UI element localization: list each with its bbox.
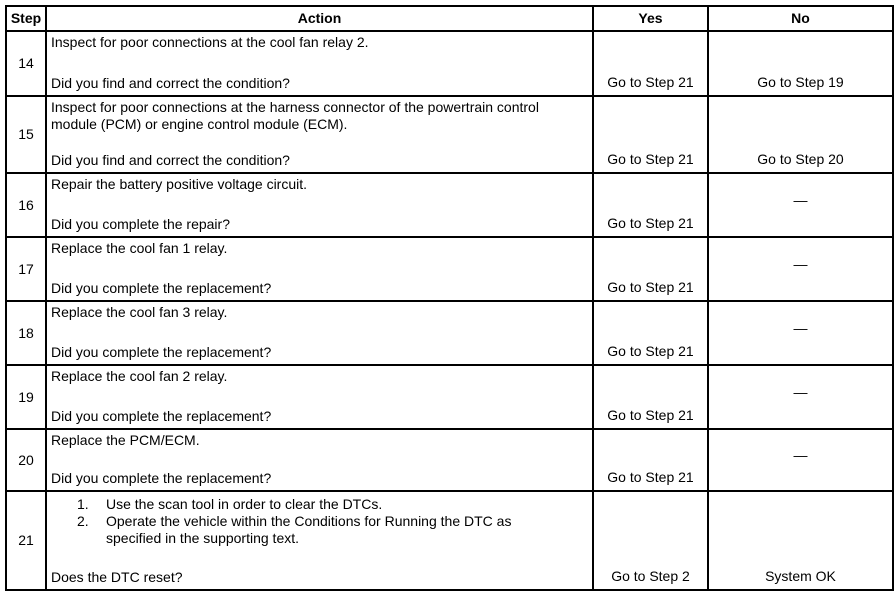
yes-cell-21: Go to Step 2 [594,492,709,589]
header-action: Action [47,7,594,32]
list-item [51,496,588,513]
step-number-16: 16 [7,174,47,238]
yes-cell-17: Go to Step 21 [594,238,709,302]
action-numbered-list [51,494,588,547]
step-number-19: 19 [7,366,47,430]
header-step: Step [7,7,47,32]
action-question: Did you complete the replacement? [51,280,272,296]
no-cell-21: System OK [765,568,836,584]
list-item-text: Operate the vehicle within the Conditions for Running the DTC as specified in the supporting text. [106,513,512,546]
action-cell-21 [47,492,594,589]
yes-cell-16: Go to Step 21 [594,174,709,238]
action-question: Did you complete the replacement? [51,408,272,424]
header-no: No [709,7,892,32]
action-question: Does the DTC reset? [51,569,183,585]
step-number-18: 18 [7,302,47,366]
action-cell-17 [47,238,594,302]
action-text: Replace the PCM/ECM. [51,432,200,448]
yes-cell-20: Go to Step 21 [594,430,709,492]
action-question: Did you find and correct the condition? [51,152,290,168]
action-text: Inspect for poor connections at the harness connector of the powertrain control module (PCM) or engine control module (ECM). [51,99,539,132]
action-text: Replace the cool fan 1 relay. [51,240,228,256]
list-item-number: 1. [77,496,89,512]
list-item-number: 2. [77,513,89,529]
yes-cell-18: Go to Step 21 [594,302,709,366]
no-cell-14: Go to Step 19 [709,32,892,97]
action-cell-14 [47,32,594,97]
yes-cell-15: Go to Step 21 [594,97,709,174]
list-item-text: Use the scan tool in order to clear the DTCs. [106,496,383,512]
step-number-17: 17 [7,238,47,302]
action-cell-15 [47,97,594,174]
action-question: Did you complete the repair? [51,216,230,232]
action-text: Replace the cool fan 2 relay. [51,368,228,384]
action-cell-20 [47,430,594,492]
yes-cell-19: Go to Step 21 [594,366,709,430]
no-cell-17: — [709,238,892,302]
header-yes: Yes [594,7,709,32]
step-number-15: 15 [7,97,47,174]
no-cell-18: — [709,302,892,366]
action-question: Did you complete the replacement? [51,344,272,360]
action-text: Repair the battery positive voltage circuit. [51,176,308,192]
action-text: Inspect for poor connections at the cool fan relay 2. [51,34,369,50]
action-cell-16 [47,174,594,238]
action-question: Did you find and correct the condition? [51,75,290,91]
step-number-20: 20 [7,430,47,492]
list-item [51,513,588,547]
no-cell-15: Go to Step 20 [709,97,892,174]
yes-cell-14: Go to Step 21 [594,32,709,97]
no-cell-16: — [709,174,892,238]
diagnostic-table [5,5,894,591]
step-number-21: 21 [7,492,47,589]
action-text: Replace the cool fan 3 relay. [51,304,228,320]
action-cell-19 [47,366,594,430]
action-cell-18 [47,302,594,366]
step-number-14: 14 [7,32,47,97]
no-cell-20: — [709,430,892,492]
action-question: Did you complete the replacement? [51,470,272,486]
no-cell-19: — [709,366,892,430]
